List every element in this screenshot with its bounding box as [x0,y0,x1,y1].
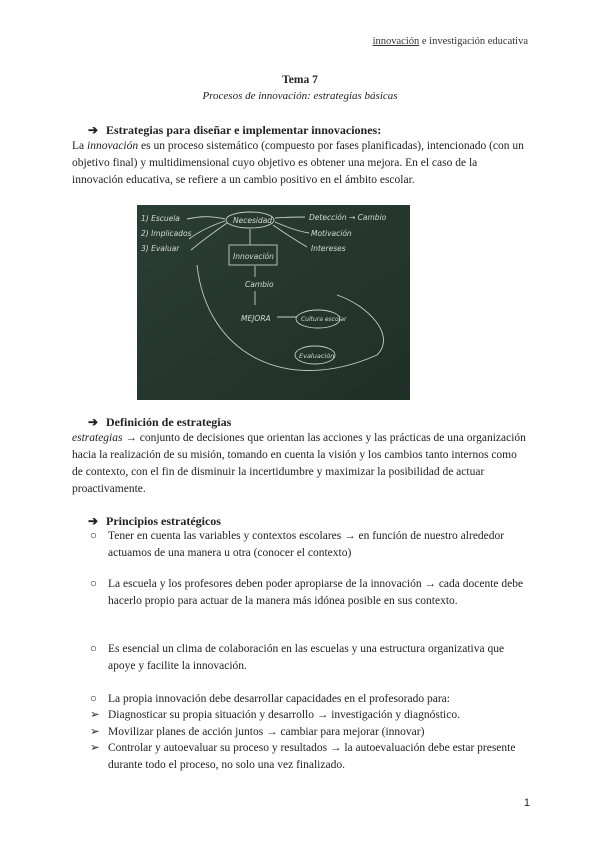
principle-item-3: Es esencial un clima de colaboración en las escuelas y una estructura organizativa que apoye y facilite la innovación. [108,643,505,672]
chalk-right-2: Motivación [311,229,352,238]
arrow-bullet-icon: ➢ [90,742,100,754]
para-1-italic: innovación [87,140,139,152]
section-heading-2 [88,415,231,430]
para-1-rest: es un proceso sistemático (compuesto por fases planificadas), intencionado (con un objetivo final) y multidimensional cuyo objetivo es obtener una mejora. En el caso de la innovación educativa, se refiere a un cambio positivo en el ámbito escolar. [72,140,524,186]
chalk-left-2: 2) Implicados [141,229,192,238]
page-number: 1 [523,797,530,809]
chalk-left-3: 3) Evaluar [141,244,180,253]
section-heading-2-text: Definición de estrategias [106,415,232,429]
chalk-center-bottom: Evaluación [299,352,335,360]
para-1-start: La [72,140,88,152]
chalk-center-low: MEJORA [241,314,271,323]
header-underlined: innovación [372,36,420,47]
header-rest: e investigación educativa [419,36,528,47]
principle-item-4: La propia innovación debe desarrollar capacidades en el profesorado para: [108,693,450,705]
chalk-center-top: Necesidad [233,216,273,225]
chalk-right-mid: Cultura escolar [301,316,347,323]
section-heading-3-text: Principios estratégicos [106,514,221,528]
circle-bullet-icon: ○ [90,530,97,542]
sub-item-1: Diagnosticar su propia situación y desarrollo → investigación y diagnóstico. [108,709,460,721]
chalk-right-1: Detección → Cambio [309,213,387,222]
chalk-center-box: Innovación [233,252,274,261]
arrow-icon: ➔ [88,415,99,429]
page-subtitle: Procesos de innovación: estrategias básicas [202,90,398,102]
section-heading-1-text: Estrategias para diseñar e implementar innovaciones: [106,123,382,137]
page-title: Tema 7 [282,74,318,86]
section-2-paragraph [72,430,528,498]
circle-bullet-icon: ○ [90,578,97,590]
running-header [373,36,528,47]
arrow-icon: ➔ [88,123,99,137]
arrow-icon: ➔ [88,514,99,528]
chalk-right-3: Intereses [311,244,346,253]
sub-item-3: Controlar y autoevaluar su proceso y resultados → la autoevaluación debe estar presente durante todo el proceso, no solo una vez finalizado. [108,742,516,771]
para-2-rest: → conjunto de decisiones que orientan las acciones y las prácticas de una organización hacia la realización de su misión, tomando en cuenta la visión y los cambios tanto internos como de contexto, con el fin de disminuir la incertidumbre y maximizar la posibilidad de actuar proactivamente. [72,432,526,495]
para-2-italic: estrategias [72,432,123,444]
chalk-left-1: 1) Escuela [141,214,180,223]
section-heading-1 [88,123,381,138]
blackboard-drawing [137,205,410,400]
section-1-paragraph [72,138,528,189]
blackboard-photo [137,205,410,400]
sub-item-2: Movilizar planes de acción juntos → cambiar para mejorar (innovar) [108,726,425,738]
principle-item-1: Tener en cuenta las variables y contextos escolares → en función de nuestro alrededor actuamos de una manera u otra (conocer el contexto) [108,530,505,559]
arrow-bullet-icon: ➢ [90,709,100,721]
arrow-bullet-icon: ➢ [90,726,100,738]
section-heading-3 [88,514,221,529]
circle-bullet-icon: ○ [90,693,97,705]
principle-item-2: La escuela y los profesores deben poder apropiarse de la innovación → cada docente debe hacerlo propio para actuar de la manera más idónea posible en sus contexto. [108,578,524,607]
circle-bullet-icon: ○ [90,643,97,655]
chalk-center-mid: Cambio [245,280,274,289]
